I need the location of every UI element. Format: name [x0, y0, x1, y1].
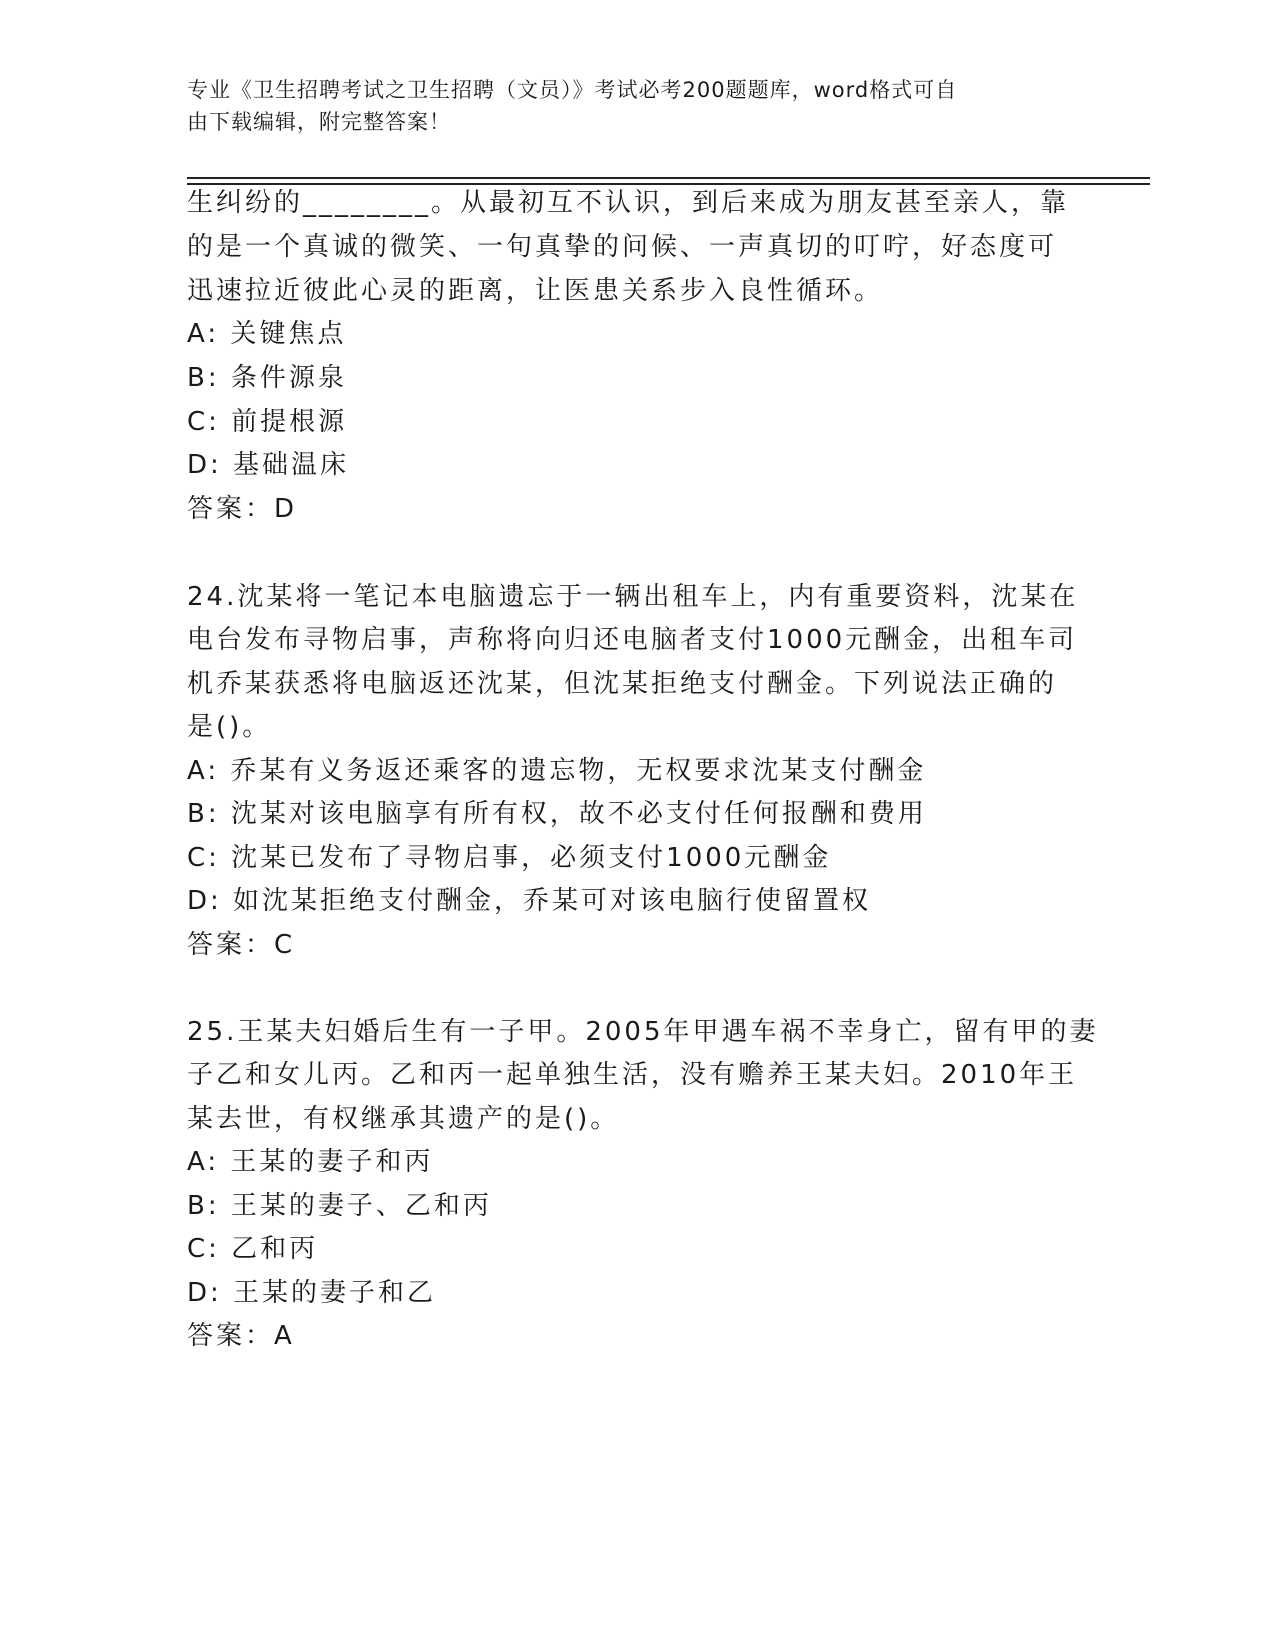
- q25-answer: 答案：A: [187, 1321, 295, 1351]
- q23-stem-line-1: 生纠纷的________。从最初互不认识，到后来成为朋友甚至亲人，靠: [187, 188, 1070, 218]
- q24-stem-line-2: 电台发布寻物启事，声称将向归还电脑者支付1000元酬金，出租车司: [187, 625, 1078, 655]
- q23-answer: 答案：D: [187, 494, 298, 524]
- q23-option-c: C: 前提根源: [187, 407, 348, 437]
- q25-option-d: D: 王某的妻子和乙: [187, 1278, 437, 1308]
- header-line-2: 由下载编辑，附完整答案！: [187, 110, 451, 134]
- q23-stem-line-2: 的是一个真诚的微笑、一句真挚的问候、一声真切的叮咛，好态度可: [187, 232, 1058, 262]
- q23-option-a: A: 关键焦点: [187, 319, 347, 349]
- q24-option-a: A: 乔某有义务返还乘客的遗忘物，无权要求沈某支付酬金: [187, 756, 927, 786]
- q23-stem-line-3: 迅速拉近彼此心灵的距离，让医患关系步入良性循环。: [187, 276, 884, 306]
- q24-stem-line-1: 24.沈某将一笔记本电脑遗忘于一辆出租车上，内有重要资料，沈某在: [187, 582, 1079, 612]
- q24-option-c: C: 沈某已发布了寻物启事，必须支付1000元酬金: [187, 843, 832, 873]
- q25-option-c: C: 乙和丙: [187, 1234, 319, 1264]
- q23-option-d: D: 基础温床: [187, 450, 350, 480]
- q24-stem-line-3: 机乔某获悉将电脑返还沈某，但沈某拒绝支付酬金。下列说法正确的: [187, 669, 1058, 699]
- header-divider-top: [187, 177, 1150, 179]
- q25-option-a: A: 王某的妻子和丙: [187, 1147, 434, 1177]
- q24-answer: 答案：C: [187, 930, 296, 960]
- q25-option-b: B: 王某的妻子、乙和丙: [187, 1191, 492, 1221]
- q24-option-d: D: 如沈某拒绝支付酬金，乔某可对该电脑行使留置权: [187, 886, 872, 916]
- header-divider-bottom: [187, 183, 1150, 185]
- document-header: [187, 74, 1067, 138]
- q24-stem-line-4: 是()。: [187, 712, 272, 742]
- q25-stem-line-2: 子乙和女儿丙。乙和丙一起单独生活，没有赡养王某夫妇。2010年王: [187, 1060, 1078, 1090]
- q25-stem-line-3: 某去世，有权继承其遗产的是()。: [187, 1104, 620, 1134]
- q24-option-b: B: 沈某对该电脑享有所有权，故不必支付任何报酬和费用: [187, 799, 927, 829]
- header-line-1: 专业《卫生招聘考试之卫生招聘（文员）》考试必考200题题库，word格式可自: [187, 78, 958, 102]
- q23-option-b: B: 条件源泉: [187, 363, 347, 393]
- q25-stem-line-1: 25.王某夫妇婚后生有一子甲。2005年甲遇车祸不幸身亡，留有甲的妻: [187, 1017, 1099, 1047]
